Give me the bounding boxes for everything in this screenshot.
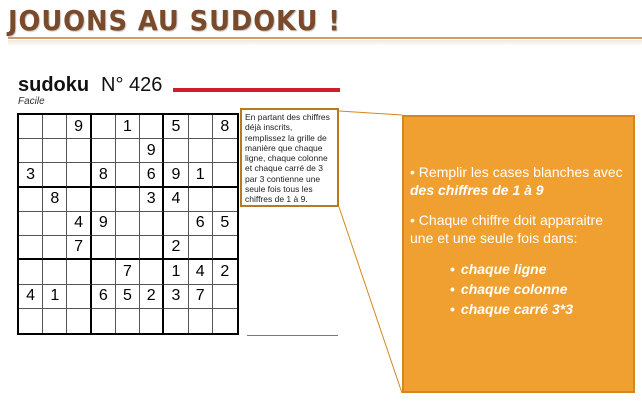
sudoku-cell: 9 [140, 139, 164, 163]
sudoku-cell: 8 [92, 163, 116, 187]
sudoku-cell: 9 [92, 212, 116, 236]
sudoku-cell: 8 [213, 115, 237, 139]
sudoku-cell: 1 [43, 285, 67, 309]
sudoku-cell: 3 [140, 188, 164, 212]
sudoku-cell: 2 [213, 260, 237, 284]
rules-callout [402, 115, 635, 393]
difficulty-label: Facile [18, 96, 45, 107]
sudoku-cell: 5 [213, 212, 237, 236]
sudoku-cell: 7 [116, 260, 140, 284]
sudoku-cell: 9 [67, 115, 91, 139]
rule-fill-digits-range: des chiffres de 1 à 9 [410, 182, 544, 198]
sudoku-brand: sudoku [18, 74, 90, 96]
rule-unique: • Chaque chiffre doit apparaitre une et une seule fois dans: [410, 212, 603, 246]
sudoku-cell: 2 [164, 236, 188, 260]
rule-item-row: • chaque ligne [450, 259, 627, 279]
sudoku-cell: 7 [67, 236, 91, 260]
sudoku-cell: 1 [189, 163, 213, 187]
sudoku-cell: 4 [189, 260, 213, 284]
instructions-box: En partant des chiffres déjà inscrits, remplissez la grille de manière que chaque ligne, chaque colonne et chaque carré de 3 par 3 contienne une seule fois tous les chiffres de 1 à 9. [240, 108, 339, 207]
sudoku-number: N° 426 [101, 74, 163, 96]
sudoku-cell: 2 [140, 285, 164, 309]
sudoku-cell: 1 [116, 115, 140, 139]
sudoku-cell: 6 [140, 163, 164, 187]
sudoku-cell: 7 [189, 285, 213, 309]
rule-fill-text: • Remplir les cases blanches avec [410, 164, 623, 180]
sudoku-cell: 4 [164, 188, 188, 212]
rule-fill-digits [410, 163, 627, 199]
rule-item-column: • chaque colonne [450, 279, 627, 299]
sudoku-cell: 8 [43, 188, 67, 212]
sudoku-cell: 6 [92, 285, 116, 309]
sudoku-cell: 6 [189, 212, 213, 236]
sudoku-cell: 5 [116, 285, 140, 309]
rule-item-square: • chaque carré 3*3 [450, 299, 627, 319]
sudoku-cell: 3 [19, 163, 43, 187]
sudoku-cell: 4 [67, 212, 91, 236]
connector-top [339, 111, 402, 115]
sudoku-cell: 3 [164, 285, 188, 309]
sudoku-cell: 9 [164, 163, 188, 187]
slide-title: JOUONS AU SUDOKU ! [8, 4, 341, 37]
sudoku-cell: 5 [164, 115, 188, 139]
sudoku-cell: 4 [19, 285, 43, 309]
sudoku-cell: 1 [164, 260, 188, 284]
rule-list [410, 259, 627, 319]
connector-bottom [339, 207, 402, 393]
